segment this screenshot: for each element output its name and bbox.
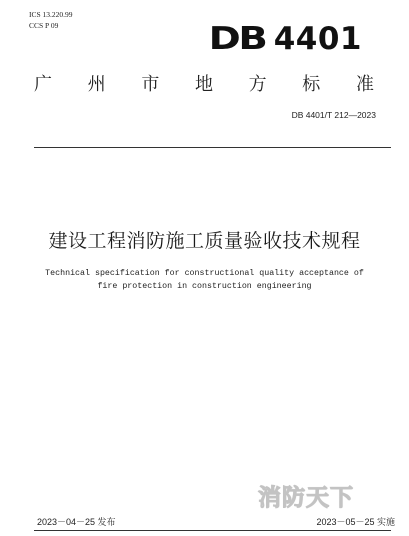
footer-divider	[34, 530, 391, 531]
title-english	[0, 267, 409, 293]
standard-type-char: 方	[248, 74, 267, 95]
title-chinese: 建设工程消防施工质量验收技术规程	[48, 230, 361, 252]
classification-codes	[29, 9, 73, 31]
standard-type-char: 广	[34, 74, 52, 95]
logo-number: 4401	[273, 21, 362, 57]
standard-type-char: 市	[141, 74, 160, 95]
standard-type-char: 准	[355, 74, 374, 95]
issue-date: 2023－04－25 发布	[37, 517, 116, 527]
header-divider	[34, 147, 391, 148]
ics-code: ICS 13.220.99	[29, 10, 73, 19]
title-english-line: Technical specification for constructional quality acceptance of	[45, 269, 364, 278]
standard-type-char: 标	[302, 74, 321, 95]
logo-prefix: DB	[209, 21, 266, 57]
standard-logo	[209, 21, 362, 57]
title-english-line: fire protection in construction engineering	[97, 282, 312, 291]
standard-type-char: 地	[194, 74, 213, 95]
standard-number: DB 4401/T 212—2023	[291, 110, 376, 120]
standard-type-char: 州	[87, 74, 106, 95]
ccs-code: CCS P 09	[29, 21, 59, 30]
implement-date: 2023－05－25 实施	[316, 517, 395, 527]
watermark: 消防天下	[258, 485, 354, 511]
standard-type-heading	[34, 73, 374, 97]
